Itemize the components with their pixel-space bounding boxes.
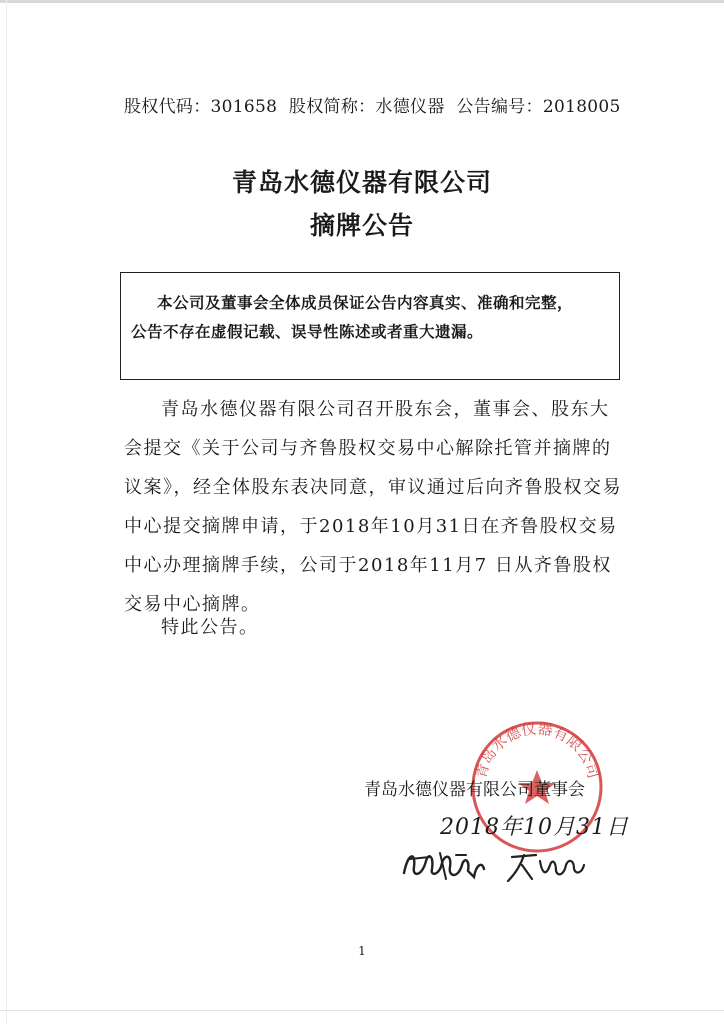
notice-title: 摘牌公告	[309, 211, 414, 240]
handwritten-signatures	[400, 843, 600, 887]
seal-text: 青岛水德仪器有限公司	[471, 719, 603, 781]
stock-info-header	[124, 92, 664, 117]
stock-code: 股权代码：301658	[124, 97, 278, 117]
scan-edge-top	[0, 0, 724, 3]
notice-number: 公告编号：2018005	[456, 97, 621, 117]
handwritten-date: 2018年10月31日	[440, 815, 629, 840]
body-paragraph: 青岛水德仪器有限公司召开股东会，董事会、股东大会提交《关于公司与齐鲁股权交易中心解除托管并摘牌的议案》，经全体股东表决同意，审议通过后向齐鲁股权交易中心提交摘牌申请，于2018年10月31日在齐鲁股权交易中心办理摘牌手续，公司于2018年11月7 日从齐鲁股权交易中心摘牌。	[124, 399, 622, 615]
signing-organization: 青岛水德仪器有限公司董事会	[364, 780, 585, 800]
page-number: 1	[358, 944, 366, 958]
disclaimer-box	[120, 272, 620, 380]
disclaimer-line-2: 公告不存在虚假记载、误导性陈述或者重大遗漏。	[131, 323, 484, 341]
body-paragraph-block	[124, 390, 624, 624]
scan-edge-left	[6, 0, 7, 1024]
disclaimer-line-1: 本公司及董事会全体成员保证公告内容真实、准确和完整，	[157, 294, 574, 312]
closing-line: 特此公告。	[161, 617, 259, 638]
stock-abbreviation: 股权简称：水德仪器	[288, 97, 445, 117]
scan-edge-bottom	[0, 1010, 724, 1011]
company-title: 青岛水德仪器有限公司	[231, 168, 492, 197]
